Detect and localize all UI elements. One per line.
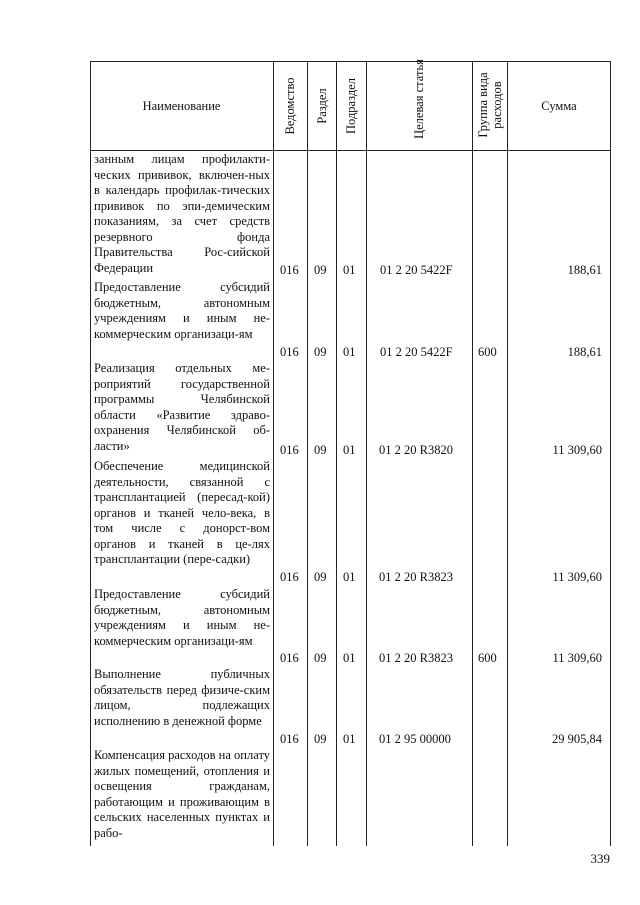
header-celevaya: Целевая статья bbox=[412, 59, 426, 139]
table-top-border bbox=[90, 61, 611, 62]
header-podrazdel: Подраздел bbox=[344, 78, 358, 134]
row-5-name: Выполнение публичных обязательств перед физиче-ским лицом, подлежащих исполнению в денежной форме bbox=[94, 667, 270, 728]
header-gruppa: Группа вида расходов bbox=[476, 72, 504, 138]
row-4-sum: 11 309,60 bbox=[552, 651, 602, 665]
row-1-sum: 188,61 bbox=[567, 345, 602, 359]
header-name: Наименование bbox=[142, 99, 221, 113]
header-razdel: Раздел bbox=[315, 88, 329, 124]
row-2-razd: 09 bbox=[314, 443, 327, 457]
row-1-vr: 600 bbox=[478, 345, 497, 359]
row-0-ved: 016 bbox=[280, 263, 299, 277]
row-5-razd: 09 bbox=[314, 732, 327, 746]
row-3-ved: 016 bbox=[280, 570, 299, 584]
row-4-razd: 09 bbox=[314, 651, 327, 665]
row-6-name: Компенсация расходов на оплату жилых помещений, отопления и освещения гражданам, работающим и проживающим в сельских населенных пунктах и рабо- bbox=[94, 748, 270, 840]
row-1-podr: 01 bbox=[343, 345, 356, 359]
col-divider-2 bbox=[307, 61, 308, 846]
row-1-name: Предоставление субсидий бюджетным, автономным учреждениям и иным не-коммерческим организаци-ям bbox=[94, 280, 270, 341]
table-right-border bbox=[610, 61, 611, 846]
col-divider-3 bbox=[336, 61, 337, 846]
row-2-podr: 01 bbox=[343, 443, 356, 457]
row-4-cs: 01 2 20 R3823 bbox=[379, 651, 453, 665]
row-3-name: Обеспечение медицинской деятельности, связанной с трансплантацией (пересад-кой) органов и тканей чело-века, в том числе с донорст-вом органов и тканей в це-лях трансплантации (пере-садки) bbox=[94, 459, 270, 566]
row-5-ved: 016 bbox=[280, 732, 299, 746]
row-4-podr: 01 bbox=[343, 651, 356, 665]
row-5-cs: 01 2 95 00000 bbox=[379, 732, 451, 746]
header-vedomstvo: Ведомство bbox=[283, 77, 297, 135]
row-5-podr: 01 bbox=[343, 732, 356, 746]
col-divider-1 bbox=[273, 61, 274, 846]
header-bottom-border bbox=[90, 150, 611, 151]
row-4-ved: 016 bbox=[280, 651, 299, 665]
col-divider-6 bbox=[507, 61, 508, 846]
col-divider-4 bbox=[366, 61, 367, 846]
row-3-cs: 01 2 20 R3823 bbox=[379, 570, 453, 584]
row-0-cs: 01 2 20 5422F bbox=[380, 263, 453, 277]
row-0-podr: 01 bbox=[343, 263, 356, 277]
budget-table bbox=[90, 61, 611, 846]
row-3-podr: 01 bbox=[343, 570, 356, 584]
col-divider-5 bbox=[472, 61, 473, 846]
row-2-sum: 11 309,60 bbox=[552, 443, 602, 457]
row-4-name: Предоставление субсидий бюджетным, автономным учреждениям и иным не-коммерческим организаци-ям bbox=[94, 587, 270, 648]
row-0-sum: 188,61 bbox=[567, 263, 602, 277]
row-5-sum: 29 905,84 bbox=[552, 732, 602, 746]
header-summa: Сумма bbox=[541, 99, 577, 113]
row-2-name: Реализация отдельных ме-роприятий государственной программы Челябинской области «Развитие здраво-охранения Челябинской об-ласти» bbox=[94, 361, 270, 453]
row-3-sum: 11 309,60 bbox=[552, 570, 602, 584]
row-0-name: занным лицам профилакти-ческих прививок, включен-ных в календарь профилак-тических прививок по эпи-демическим показаниям, за счет средств резервного фонда Правительства Рос-сийской Федерации bbox=[94, 152, 270, 275]
row-3-razd: 09 bbox=[314, 570, 327, 584]
row-2-cs: 01 2 20 R3820 bbox=[379, 443, 453, 457]
row-1-ved: 016 bbox=[280, 345, 299, 359]
row-2-ved: 016 bbox=[280, 443, 299, 457]
row-0-razd: 09 bbox=[314, 263, 327, 277]
row-4-vr: 600 bbox=[478, 651, 497, 665]
table-left-border bbox=[90, 61, 91, 846]
row-1-cs: 01 2 20 5422F bbox=[380, 345, 453, 359]
page-number: 339 bbox=[590, 851, 610, 866]
row-1-razd: 09 bbox=[314, 345, 327, 359]
